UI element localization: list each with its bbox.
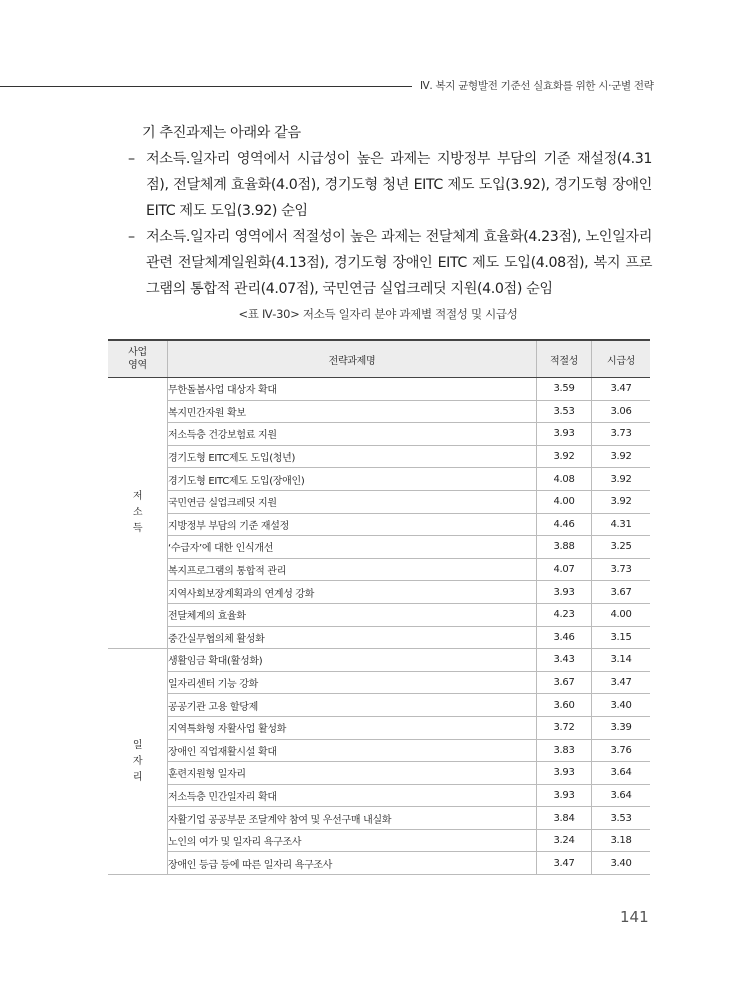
running-title: Ⅳ. 복지 균형발전 기준선 실효화를 위한 시·군별 전략 [420, 80, 654, 92]
adequacy-cell: 3.46 [537, 626, 592, 649]
urgency-cell: 3.14 [592, 649, 651, 672]
adequacy-cell: 3.59 [537, 378, 592, 401]
urgency-cell: 4.00 [592, 603, 651, 626]
table-row [108, 378, 650, 401]
table-row [108, 603, 650, 626]
page-number: 141 [620, 908, 649, 926]
table-row [108, 581, 650, 604]
adequacy-cell: 3.60 [537, 694, 592, 717]
adequacy-cell: 3.84 [537, 807, 592, 830]
table-row [108, 762, 650, 785]
task-cell: 노인의 여가 및 일자리 욕구조사 [168, 829, 537, 852]
table-row [108, 739, 650, 762]
urgency-cell: 3.64 [592, 784, 651, 807]
table-row [108, 671, 650, 694]
table-row [108, 536, 650, 559]
table-row [108, 829, 650, 852]
task-cell: 장애인 직업재활시설 확대 [168, 739, 537, 762]
urgency-cell: 3.06 [592, 400, 651, 423]
task-cell: 전달체계의 효율화 [168, 603, 537, 626]
table-row [108, 423, 650, 446]
header-urgency: 시급성 [592, 340, 651, 378]
bullet-text: 저소득.일자리 영역에서 시급성이 높은 과제는 지방정부 부담의 기준 재설정(4.31점), 전달체계 효율화(4.0점), 경기도형 청년 EITC 제도 도입(3.92), 경기도형 장애인 EITC 제도 도입(3.92) 순임 [146, 151, 652, 219]
area-cell: 저 소 득 [108, 378, 168, 649]
table-row [108, 716, 650, 739]
urgency-cell: 3.18 [592, 829, 651, 852]
task-cell: 장애인 등급 등에 따른 일자리 욕구조사 [168, 852, 537, 875]
table-row [108, 626, 650, 649]
dash-marker: – [128, 151, 135, 167]
urgency-cell: 3.64 [592, 762, 651, 785]
adequacy-cell: 4.23 [537, 603, 592, 626]
area-cell: 일 자 리 [108, 649, 168, 875]
table-header-row [108, 340, 650, 378]
table-row [108, 694, 650, 717]
task-cell: 자활기업 공공부문 조달계약 참여 및 우선구매 내실화 [168, 807, 537, 830]
task-cell: 공공기관 고용 할당제 [168, 694, 537, 717]
task-cell: 일자리센터 기능 강화 [168, 671, 537, 694]
bullet-text: 저소득.일자리 영역에서 적절성이 높은 과제는 전달체계 효율화(4.23점), 노인일자리 관련 전달체계일원화(4.13점), 경기도형 장애인 EITC 제도 도입(4.08점), 복지 프로그램의 통합적 관리(4.07점), 국민연금 실업크레딧 지원(4.0점) 순임 [146, 229, 652, 297]
adequacy-cell: 3.47 [537, 852, 592, 875]
urgency-cell: 3.92 [592, 445, 651, 468]
table-row [108, 807, 650, 830]
table-row [108, 784, 650, 807]
task-cell: 경기도형 EITC제도 도입(청년) [168, 445, 537, 468]
adequacy-cell: 4.07 [537, 558, 592, 581]
bullet-item [128, 224, 652, 302]
adequacy-cell: 3.72 [537, 716, 592, 739]
task-cell: 저소득층 건강보험료 지원 [168, 423, 537, 446]
header-task: 전략과제명 [168, 340, 537, 378]
urgency-cell: 3.39 [592, 716, 651, 739]
task-cell: 생활임금 확대(활성화) [168, 649, 537, 672]
table-caption: <표 Ⅳ-30> 저소득 일자리 분야 과제별 적절성 및 시급성 [238, 307, 518, 321]
task-cell: 복지프로그램의 통합적 관리 [168, 558, 537, 581]
urgency-cell: 3.53 [592, 807, 651, 830]
table-row [108, 649, 650, 672]
urgency-cell: 3.76 [592, 739, 651, 762]
task-cell: 지역사회보장계획과의 연계성 강화 [168, 581, 537, 604]
urgency-cell: 3.73 [592, 423, 651, 446]
table-row [108, 468, 650, 491]
urgency-cell: 4.31 [592, 513, 651, 536]
dash-marker: – [128, 229, 135, 245]
header-rule [0, 86, 412, 87]
header-area: 사업 영역 [108, 340, 168, 378]
task-cell: 무한돌봄사업 대상자 확대 [168, 378, 537, 401]
urgency-cell: 3.47 [592, 671, 651, 694]
task-cell: 복지민간자원 확보 [168, 400, 537, 423]
adequacy-cell: 3.88 [537, 536, 592, 559]
table-row [108, 558, 650, 581]
adequacy-cell: 3.92 [537, 445, 592, 468]
urgency-cell: 3.67 [592, 581, 651, 604]
adequacy-cell: 3.93 [537, 762, 592, 785]
table-body [108, 378, 650, 875]
task-cell: 훈련지원형 일자리 [168, 762, 537, 785]
body-text [128, 120, 652, 302]
table-row [108, 400, 650, 423]
evaluation-table [108, 339, 650, 875]
adequacy-cell: 3.24 [537, 829, 592, 852]
urgency-cell: 3.92 [592, 490, 651, 513]
adequacy-cell: 4.08 [537, 468, 592, 491]
task-cell: ‘수급자’에 대한 인식개선 [168, 536, 537, 559]
adequacy-cell: 4.00 [537, 490, 592, 513]
header-adequacy: 적절성 [537, 340, 592, 378]
adequacy-cell: 3.53 [537, 400, 592, 423]
urgency-cell: 3.73 [592, 558, 651, 581]
table-row [108, 445, 650, 468]
urgency-cell: 3.40 [592, 852, 651, 875]
adequacy-cell: 3.67 [537, 671, 592, 694]
task-cell: 경기도형 EITC제도 도입(장애인) [168, 468, 537, 491]
urgency-cell: 3.40 [592, 694, 651, 717]
table-row [108, 513, 650, 536]
adequacy-cell: 3.93 [537, 423, 592, 446]
body-line: 기 추진과제는 아래와 같음 [142, 125, 301, 141]
adequacy-cell: 3.93 [537, 784, 592, 807]
task-cell: 중간실무협의체 활성화 [168, 626, 537, 649]
urgency-cell: 3.15 [592, 626, 651, 649]
bullet-item [128, 146, 652, 224]
task-cell: 지역특화형 자활사업 활성화 [168, 716, 537, 739]
task-cell: 저소득층 민간일자리 확대 [168, 784, 537, 807]
task-cell: 국민연금 실업크레딧 지원 [168, 490, 537, 513]
urgency-cell: 3.25 [592, 536, 651, 559]
adequacy-cell: 3.93 [537, 581, 592, 604]
task-cell: 지방정부 부담의 기준 재설정 [168, 513, 537, 536]
urgency-cell: 3.47 [592, 378, 651, 401]
table-row [108, 490, 650, 513]
adequacy-cell: 3.83 [537, 739, 592, 762]
table-row [108, 852, 650, 875]
adequacy-cell: 3.43 [537, 649, 592, 672]
urgency-cell: 3.92 [592, 468, 651, 491]
adequacy-cell: 4.46 [537, 513, 592, 536]
